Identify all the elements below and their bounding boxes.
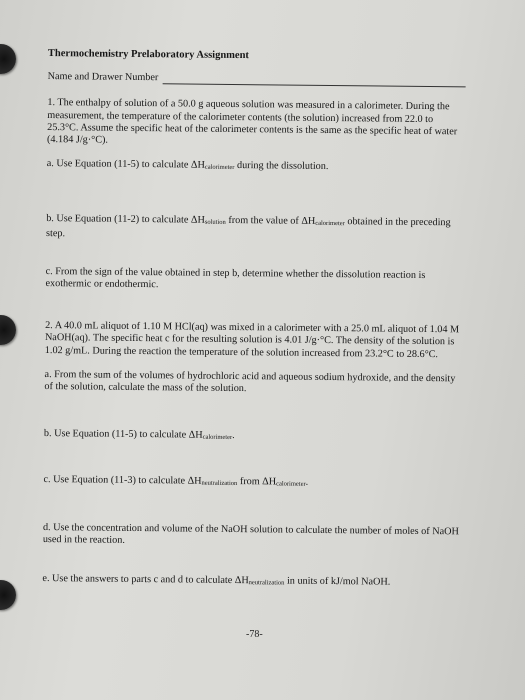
question-1c: c. From the sign of the value obtained in step b, determine whether the dissolution reaction is exothermic or endothermic. [45, 265, 426, 291]
binder-hole-top [0, 44, 16, 74]
question-1b: b. Use Equation (11-2) to calculate ΔHsolution from the value of ΔHcalorimeter obtained in the preceding step. [46, 213, 451, 239]
page-number: -78- [246, 629, 263, 640]
question-2c: c. Use Equation (11-3) to calculate ΔHneutralization from ΔHcalorimeter. [43, 474, 309, 489]
assignment-content [38, 48, 466, 592]
question-1a: a. Use Equation (11-5) to calculate ΔHcalorimeter during the dissolution. [46, 158, 329, 173]
question-1-text: 1. The enthalpy of solution of a 50.0 g aqueous solution was measured in a calorimeter. During the measurement, the temperature of the calorimeter contents (the solution) increased from 22.0 to 25.3°C. Assume the specific heat of the calorimeter contents is the same as the specific heat of water (4.184 J/g·°C). [46, 97, 458, 146]
question-2e: e. Use the answers to parts c and d to calculate ΔHneutralization in units of kJ/mol NaOH. [42, 573, 391, 588]
binder-hole-bottom [0, 580, 16, 610]
binder-hole-middle [0, 315, 16, 345]
name-label: Name and Drawer Number [47, 71, 159, 84]
question-2-text: 2. A 40.0 mL aliquot of 1.10 M HCl(aq) was mixed in a calorimeter with a 25.0 mL aliquot of 1.04 M NaOH(aq). The specific heat c for the resulting solution is 4.01 J/g·°C. The density of the solution is 1.02 g/mL. During the reaction the temperature of the solution increased from 23.2°C to 28.6°C. [44, 320, 460, 360]
name-row [48, 71, 466, 88]
name-blank-line [162, 74, 465, 88]
question-2b: b. Use Equation (11-5) to calculate ΔHcalorimeter. [43, 428, 235, 442]
question-2d: d. Use the concentration and volume of the NaOH solution to calculate the number of moles of NaOH used in the reaction. [42, 521, 459, 546]
page-title: Thermochemistry Prelaboratory Assignment [47, 48, 250, 62]
question-2a: a. From the sum of the volumes of hydrochloric acid and aqueous sodium hydroxide, and the density of the solution, calculate the mass of the solution. [44, 368, 456, 395]
